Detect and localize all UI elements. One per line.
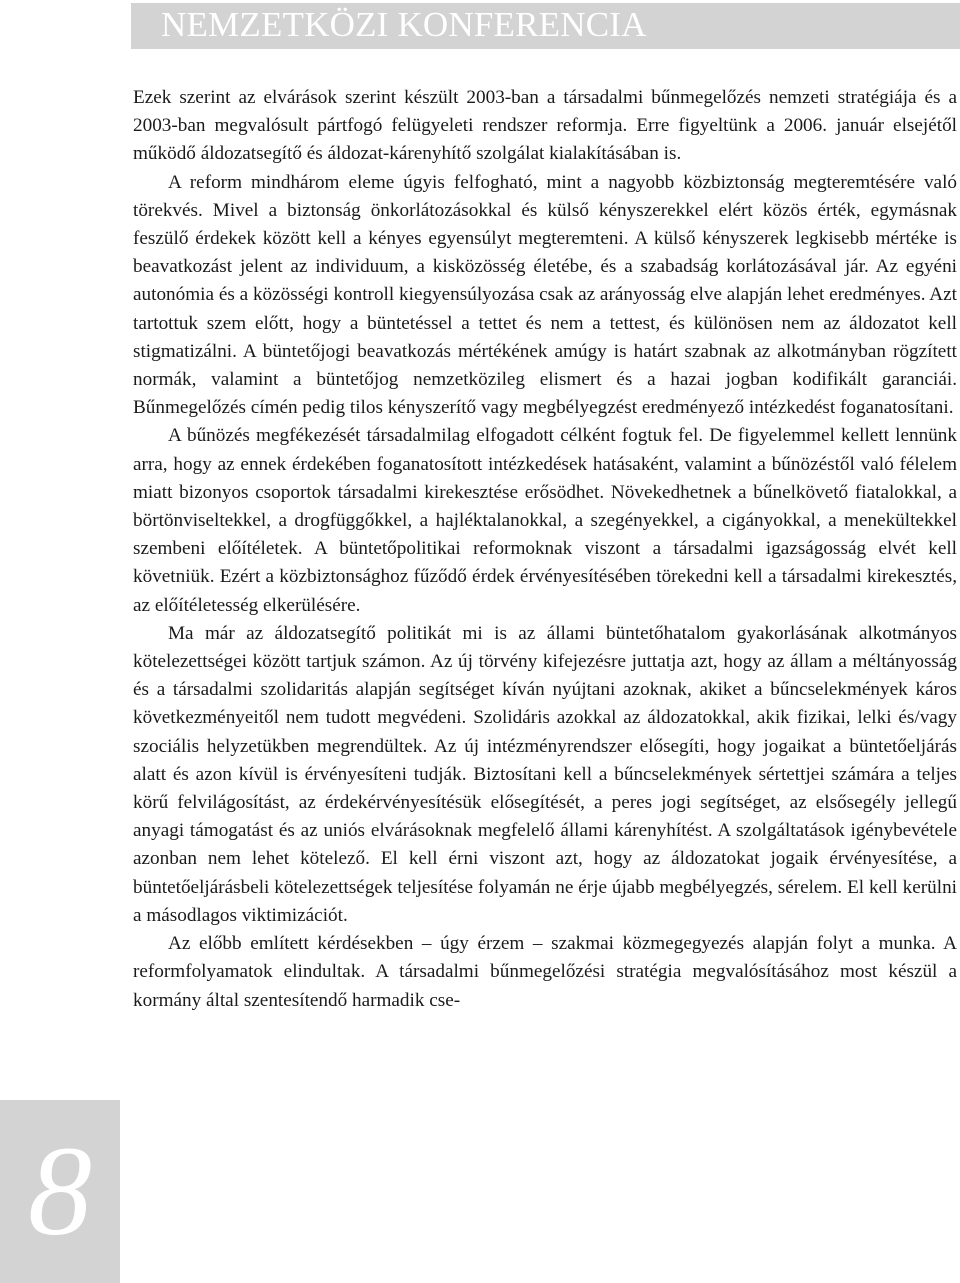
paragraph: A reform mindhárom eleme úgyis felfogható, mint a nagyobb közbiztonság megteremtésére való törekvés. Mivel a biztonság önkorlátozásokkal és külső kényszerekkel elért közös érték, egymásnak feszülő érdekek között kell a kényes egyensúlyt megteremteni. A külső kényszerek legkisebb mértéke is beavatkozást jelent az individuum, a kisközösség életébe, és a szabadság korlátozásával jár. Az egyéni autonómia és a közösségi kontroll kiegyensúlyozása csak az arányosság elve alapján lehet eredményes. Azt tartottuk szem előtt, hogy a büntetéssel a tettet és nem a tettest, és különösen nem az áldozatot kell stigmatizálni. A büntetőjogi beavatkozás mértékének amúgy is határt szabnak az alkotmányban rögzített normák, valamint a büntetőjog nemzetközileg elismert és a hazai jogban kodifikált garanciái. Bűnmegelőzés címén pedig tilos kényszerítő vagy megbélyegzést eredményező intézkedést foganatosítani. bbox=[133, 171, 957, 419]
paragraph: A bűnözés megfékezését társadalmilag elfogadott célként fogtuk fel. De figyelemmel kellett lennünk arra, hogy az ennek érdekében foganatosított intézkedések hatásaként, valamint a bűnözéstől való félelem miatt bizonyos csoportok társadalmi kirekesztése erősödhet. Növekedhetnek a bűnelkövető fiatalokkal, a börtönviseltekkel, a drogfüggőkkel, a hajléktalanokkal, a szegényekkel, a cigányokkal, a menekültekkel szembeni előítéletek. A büntetőpolitikai reformoknak viszont a társadalmi igazságosság elvét kell követniük. Ezért a közbiztonsághoz fűződő érdek érvényesítésében törekedni kell a társadalmi kirekesztés, az előítéletesség elkerülésére. bbox=[133, 425, 957, 616]
article-body bbox=[133, 84, 957, 1015]
paragraph: Ezek szerint az elvárások szerint készült 2003-ban a társadalmi bűnmegelőzés nemzeti stratégiája és a 2003-ban megvalósult pártfogó felügyeleti rendszer reformja. Erre figyeltünk a 2006. január elsejétől működő áldozatsegítő és áldozat-kárenyhítő szolgálat kialakításában is. bbox=[133, 87, 957, 165]
page-header-title: NEMZETKÖZI KONFERENCIA bbox=[161, 5, 647, 44]
page-number-tab bbox=[0, 1100, 120, 1283]
paragraph: Az előbb említett kérdésekben – úgy érzem – szakmai közmegegyezés alapján folyt a munka. A reformfolyamatok elindultak. A társadalmi bűnmegelőzési stratégia megvalósításához most készül a kormány által szentesítendő harmadik cse- bbox=[133, 933, 957, 1011]
paragraph: Ma már az áldozatsegítő politikát mi is az állami büntetőhatalom gyakorlásának alkotmányos kötelezettségei között tartjuk számon. Az új törvény kifejezésre juttatja azt, hogy az állam a méltányosság és a társadalmi szolidaritás alapján segítséget kíván nyújtani azoknak, akiket a bűncselekmények káros következményeitől nem tudott megvédeni. Szolidáris azokkal az áldozatokkal, akik fizikai, lelki és/vagy szociális helyzetükben megrendültek. Az új intézményrendszer elősegíti, hogy jogaikat a büntetőeljárás alatt és azon kívül is érvényesíteni tudják. Biztosítani kell a bűncselekmények sértettjei számára a teljes körű felvilágosítást, az érdekérvényesítésük elősegítését, a peres jogi segítséget, az elsősegély jellegű anyagi támogatást és az uniós elvárásoknak megfelelő állami kárenyhítést. A szolgáltatások igénybevétele azonban nem lehet kötelező. El kell érni viszont azt, hogy az áldozatokat jogaik érvényesítése, a büntetőeljárásbeli kötelezettségek teljesítése folyamán ne érje újabb megbélyegzés, sérelem. El kell kerülni a másodlagos viktimizációt. bbox=[133, 622, 957, 926]
page-number: 8 bbox=[28, 1120, 92, 1262]
